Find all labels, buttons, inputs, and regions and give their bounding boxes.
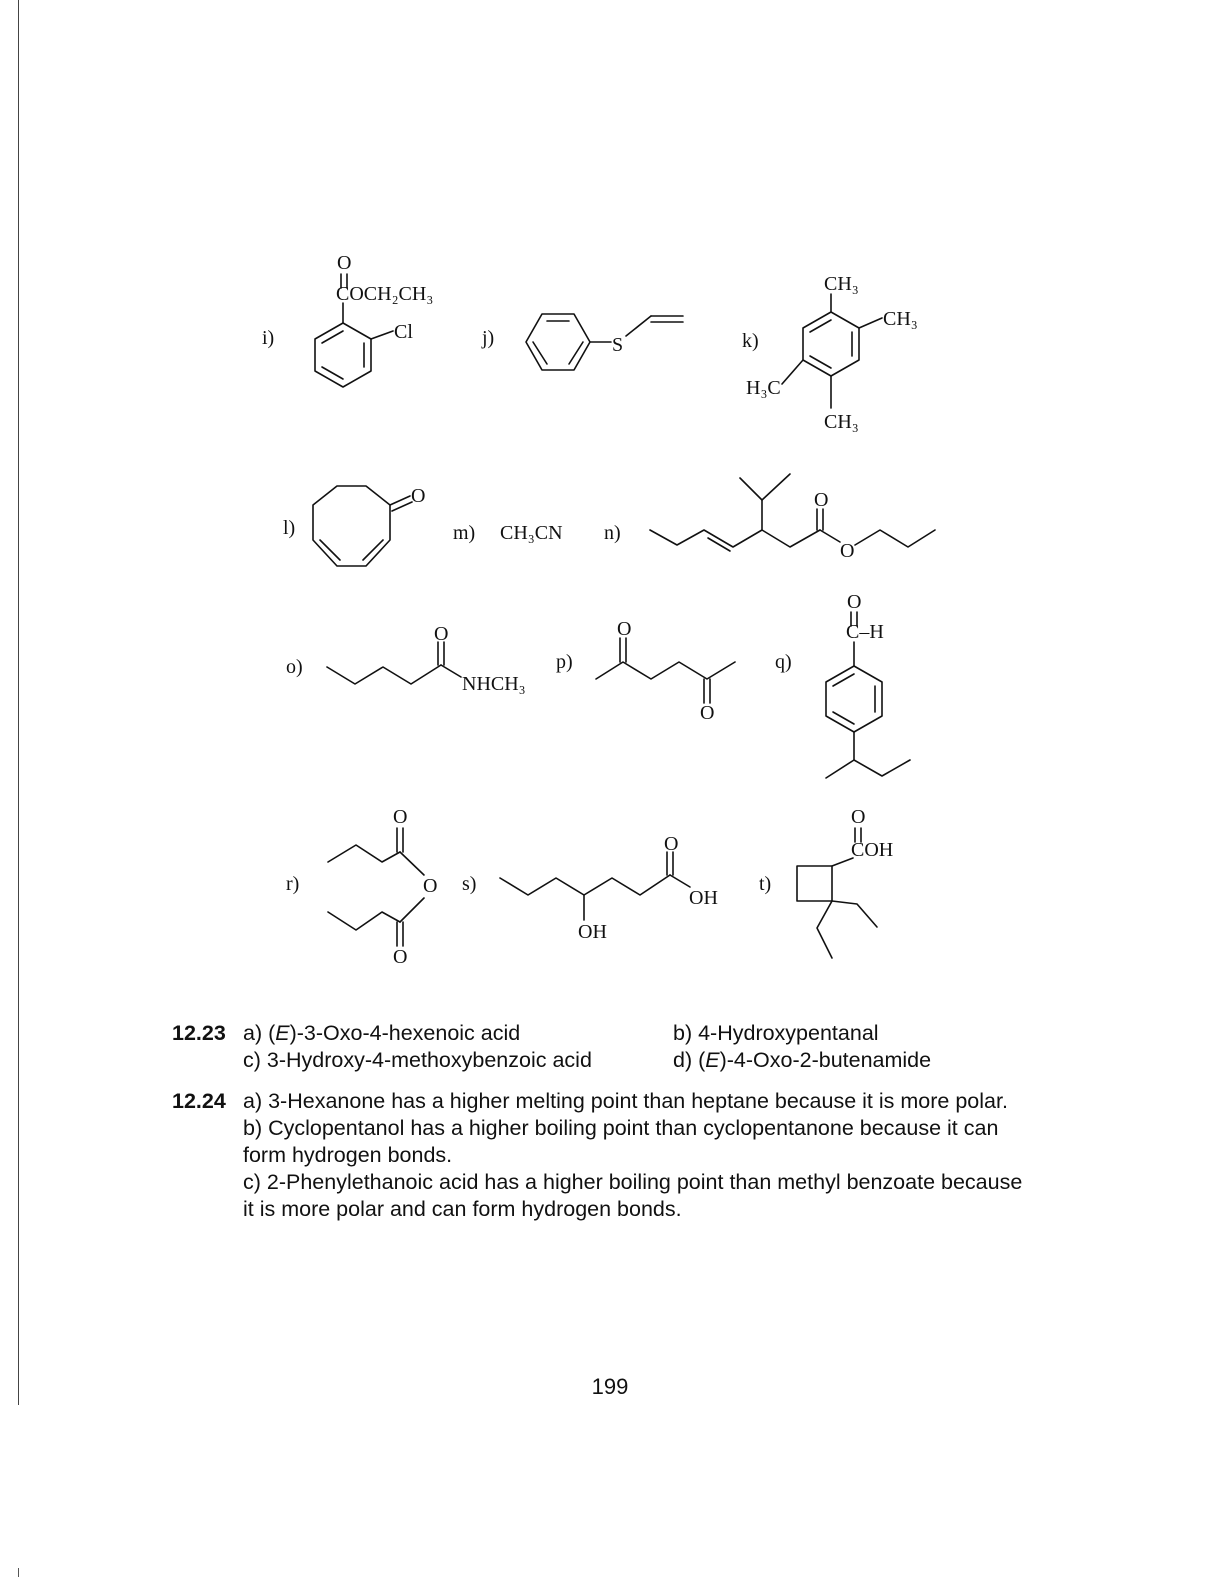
label-r: r) — [286, 873, 300, 895]
structure-t — [759, 806, 893, 958]
answer-a: a) 3-Hexanone has a higher melting point than heptane because it is more polar. — [243, 1089, 1008, 1113]
aldehyde-oxygen: O — [847, 591, 862, 613]
methyl-bottom: CH₃ — [824, 411, 859, 433]
ester-oxygen: O — [840, 540, 855, 562]
aldehyde-group: C–H — [846, 621, 884, 643]
answer-b: b) 4-Hydroxypentanal — [673, 1021, 879, 1045]
answer-12-23-row-2 — [172, 1047, 1033, 1074]
label-s: s) — [462, 873, 477, 895]
label-l: l) — [283, 517, 296, 539]
answer-d-stereo: E — [705, 1048, 720, 1072]
answer-12-24 — [172, 1088, 1033, 1223]
carbonyl-oxygen: O — [337, 252, 352, 274]
ketone-oxygen: O — [411, 485, 426, 507]
anhydride-bridge-oxygen: O — [423, 875, 438, 897]
methyl-right: CH₃ — [883, 308, 918, 330]
sulfur-atom: S — [612, 334, 624, 356]
amide-carbonyl-oxygen: O — [434, 623, 449, 645]
structure-r — [286, 806, 437, 968]
answer-d — [673, 1047, 931, 1074]
anhydride-carbonyl-oxygen-1: O — [393, 806, 408, 828]
page-number: 199 — [591, 1374, 629, 1399]
answer-12-23 — [172, 1020, 1033, 1074]
structure-n — [604, 474, 935, 562]
page-margin-tick — [18, 1568, 19, 1577]
label-n: n) — [604, 522, 621, 544]
acid-hydroxyl: OH — [689, 887, 718, 909]
label-m: m) — [453, 522, 476, 544]
amide-group: NHCH₃ — [462, 673, 526, 695]
label-o: o) — [286, 656, 303, 678]
structure-q — [775, 591, 910, 778]
label-t: t) — [759, 873, 772, 895]
structure-l — [283, 485, 425, 566]
structure-p — [556, 618, 735, 724]
answer-a — [243, 1020, 673, 1047]
number-spacer — [172, 1047, 243, 1074]
question-number: 12.23 — [172, 1021, 226, 1045]
label-q: q) — [775, 651, 792, 673]
question-number: 12.24 — [172, 1089, 226, 1113]
answer-a-suffix: )-3-Oxo-4-hexenoic acid — [289, 1021, 521, 1045]
answer-d-prefix: d) ( — [673, 1048, 706, 1072]
alcohol-hydroxyl: OH — [578, 921, 607, 943]
structure-m — [453, 522, 563, 544]
methyl-top: CH₃ — [824, 273, 859, 295]
label-k: k) — [742, 330, 759, 352]
ester-group: COCH₂CH₃ — [336, 283, 434, 305]
answer-d-suffix: )-4-Oxo-2-butenamide — [719, 1048, 932, 1072]
structure-k — [742, 273, 918, 433]
structure-s — [462, 833, 718, 943]
chloro-substituent: Cl — [394, 321, 413, 343]
answer-a-stereo: E — [275, 1021, 290, 1045]
answer-c: c) 3-Hydroxy-4-methoxybenzoic acid — [243, 1048, 592, 1072]
acid-carbonyl-oxygen: O — [664, 833, 679, 855]
label-p: p) — [556, 651, 573, 673]
carbonyl-oxygen-2: O — [700, 702, 715, 724]
anhydride-carbonyl-oxygen-2: O — [393, 946, 408, 968]
answers-section — [172, 1020, 1033, 1237]
answer-c: c) 2-Phenylethanoic acid has a higher boiling point than methyl benzoate because it is more polar and can form hydrogen bonds. — [243, 1170, 1023, 1221]
label-j: j) — [482, 327, 495, 349]
acid-group: COH — [851, 839, 894, 861]
label-i: i) — [262, 327, 275, 349]
answer-a-prefix: a) ( — [243, 1021, 276, 1045]
acid-carbonyl-oxygen: O — [851, 806, 866, 828]
methyl-left: H₃C — [746, 377, 781, 399]
ester-carbonyl-oxygen: O — [814, 489, 829, 511]
answer-b: b) Cyclopentanol has a higher boiling point than cyclopentanone because it can form hydrogen bonds. — [243, 1116, 999, 1167]
structure-i — [262, 252, 433, 387]
structure-j — [481, 314, 683, 370]
answer-12-23-row-1 — [172, 1020, 1033, 1047]
structure-o — [286, 623, 526, 695]
acetonitrile-formula: CH₃CN — [500, 522, 563, 544]
carbonyl-oxygen-1: O — [617, 618, 632, 640]
